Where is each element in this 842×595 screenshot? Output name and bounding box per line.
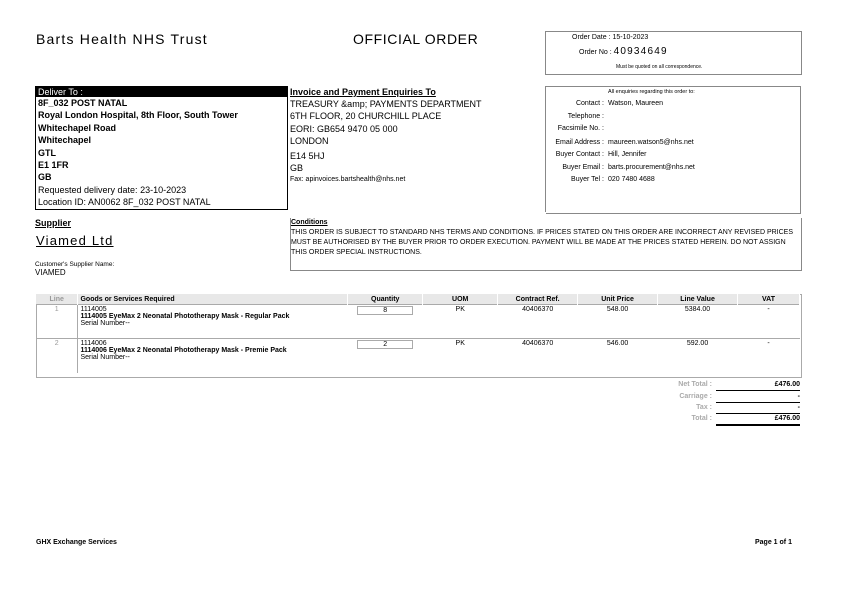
order-date-label: Order Date : xyxy=(572,34,611,41)
deliver-line: GB xyxy=(38,172,52,183)
customer-supplier-name: VIAMED xyxy=(35,268,66,277)
vat: - xyxy=(738,339,800,373)
item-description: 1114005 EyeMax 2 Neonatal Phototherapy Mask - Regular Pack xyxy=(80,313,290,320)
line-value: 592.00 xyxy=(658,339,738,373)
document-title: OFFICIAL ORDER xyxy=(353,31,479,47)
serial-number: Serial Number-- xyxy=(80,354,130,361)
buyer-contact-value: Hill, Jennifer xyxy=(608,151,647,158)
telephone-label: Telephone : xyxy=(567,113,604,120)
invoice-line: EORI: GB654 9470 05 000 xyxy=(290,123,398,134)
invoice-line: E14 5HJ xyxy=(290,151,325,162)
total-label: Total : xyxy=(691,415,712,422)
requested-delivery-date: Requested delivery date: 23-10-2023 xyxy=(38,184,187,195)
table-row xyxy=(36,339,800,373)
line-value: 5384.00 xyxy=(658,305,738,339)
page-number: Page 1 of 1 xyxy=(755,539,792,546)
items-table xyxy=(36,294,800,373)
email-value[interactable]: maureen.watson5@nhs.net xyxy=(608,139,694,146)
contact-box xyxy=(546,86,801,214)
line-number: 2 xyxy=(36,339,78,373)
order-date: 15-10-2023 xyxy=(612,34,649,41)
col-quantity: Quantity xyxy=(348,294,423,305)
carriage-label: Carriage : xyxy=(679,393,712,400)
order-number-row xyxy=(579,46,668,57)
quantity-cell xyxy=(348,305,423,339)
invoice-line: TREASURY &amp; PAYMENTS DEPARTMENT xyxy=(290,99,482,110)
deliver-line: 8F_032 POST NATAL xyxy=(38,98,128,108)
contact-row xyxy=(546,100,800,110)
enquiries-note: All enquiries regarding this order to: xyxy=(608,89,695,95)
items-header-row xyxy=(36,294,800,305)
buyer-tel-label: Buyer Tel : xyxy=(571,176,604,183)
conditions-title: Conditions xyxy=(291,219,328,226)
quantity: 2 xyxy=(357,340,413,349)
col-line-value: Line Value xyxy=(658,294,738,305)
supplier-title: Supplier xyxy=(35,218,72,228)
order-number-label: Order No : xyxy=(579,49,612,56)
conditions-box xyxy=(290,218,802,271)
quantity: 8 xyxy=(357,306,413,315)
col-unit-price: Unit Price xyxy=(578,294,658,305)
order-date-row xyxy=(572,34,648,41)
buyer-tel-value: 020 7480 4688 xyxy=(608,176,655,183)
total-value: £476.00 xyxy=(774,415,800,422)
order-number: 40934649 xyxy=(613,46,668,57)
telephone-row xyxy=(546,113,800,123)
deliver-line: E1 1FR xyxy=(38,160,69,171)
net-total-label: Net Total : xyxy=(678,381,712,388)
location-id: Location ID: AN0062 8F_032 POST NATAL xyxy=(38,197,211,208)
invoice-enquiries-box xyxy=(290,86,546,212)
deliver-to-box xyxy=(35,86,288,210)
deliver-line: Whitechapel Road xyxy=(38,122,117,133)
table-row xyxy=(36,305,800,339)
item-code: 1114005 xyxy=(80,306,107,313)
col-contract: Contract Ref. xyxy=(498,294,578,305)
serial-number: Serial Number-- xyxy=(80,320,130,327)
buyer-email-label: Buyer Email : xyxy=(562,164,604,171)
buyer-contact-row xyxy=(546,151,800,161)
facsimile-row xyxy=(546,125,800,135)
invoice-fax: Fax: apinvoices.bartshealth@nhs.net xyxy=(290,176,406,184)
supplier-name: Viamed Ltd xyxy=(36,233,114,248)
facsimile-label: Facsimile No. : xyxy=(557,125,604,132)
deliver-to-title: Deliver To : xyxy=(36,87,287,97)
item-description: 1114006 EyeMax 2 Neonatal Phototherapy Mask - Premie Pack xyxy=(80,347,287,354)
col-goods: Goods or Services Required xyxy=(78,294,348,305)
item-code: 1114006 xyxy=(80,340,107,347)
email-row xyxy=(546,139,800,149)
deliver-line: Whitechapel xyxy=(38,135,92,146)
footer-provider: GHX Exchange Services xyxy=(36,539,117,546)
carriage-underline xyxy=(716,402,800,403)
tax-value: - xyxy=(797,404,800,411)
buyer-email-row xyxy=(546,164,800,174)
order-info-box xyxy=(545,31,802,75)
net-total-underline xyxy=(716,390,800,391)
total-underline xyxy=(716,424,800,426)
unit-price: 548.00 xyxy=(578,305,658,339)
email-label: Email Address : xyxy=(555,139,604,146)
tax-underline xyxy=(716,413,800,414)
contact-label: Contact : xyxy=(575,100,604,107)
invoice-line: LONDON xyxy=(290,135,329,146)
contract-ref: 40406370 xyxy=(498,339,578,373)
goods-cell xyxy=(78,305,348,339)
buyer-tel-row xyxy=(546,176,800,186)
correspondence-note: Must be quoted on all correspondence. xyxy=(616,64,703,70)
unit-price: 546.00 xyxy=(578,339,658,373)
contract-ref: 40406370 xyxy=(498,305,578,339)
customer-supplier-name-label: Customer's Supplier Name: xyxy=(35,261,115,268)
uom: PK xyxy=(423,305,498,339)
carriage-value: - xyxy=(797,393,800,400)
conditions-text: THIS ORDER IS SUBJECT TO STANDARD NHS TERMS AND CONDITIONS. IF PRICES STATED ON THIS ORDER ARE INCORRECT ANY REVISED PRICES MUST BE AUTHORISED BY THE BUYER PRIOR TO ORDER EXECUTION. PAYMENT WILL BE MADE AT THE PRICES STATED HEREIN. DO NOT ASSIGN THIS ORDER SPECIAL INSTRUCTIONS. xyxy=(291,229,794,256)
net-total-value: £476.00 xyxy=(774,381,800,388)
tax-label: Tax : xyxy=(696,404,712,411)
goods-cell xyxy=(78,339,348,373)
deliver-line: GTL xyxy=(38,147,56,158)
deliver-line: Royal London Hospital, 8th Floor, South Tower xyxy=(38,110,238,121)
quantity-cell xyxy=(348,339,423,373)
contact-value: Watson, Maureen xyxy=(608,100,663,107)
uom: PK xyxy=(423,339,498,373)
line-number: 1 xyxy=(36,305,78,339)
invoice-line: 6TH FLOOR, 20 CHURCHILL PLACE xyxy=(290,111,442,122)
buyer-contact-label: Buyer Contact : xyxy=(555,151,604,158)
buyer-email-value[interactable]: barts.procurement@nhs.net xyxy=(608,164,695,171)
col-uom: UOM xyxy=(423,294,498,305)
vat: - xyxy=(738,305,800,339)
col-vat: VAT xyxy=(738,294,800,305)
invoice-line: GB xyxy=(290,163,304,174)
invoice-title: Invoice and Payment Enquiries To xyxy=(290,87,436,97)
organisation-name: Barts Health NHS Trust xyxy=(36,31,208,47)
col-line: Line xyxy=(36,294,78,305)
